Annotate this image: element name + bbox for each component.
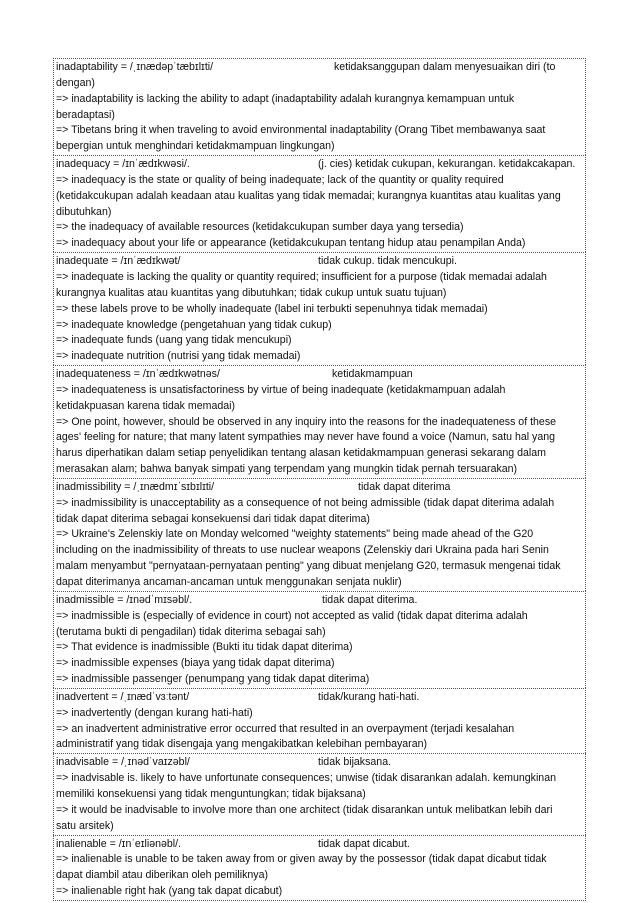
dictionary-entry [53,155,586,252]
entry-gloss: tidak cukup. tidak mencukupi. [318,255,457,268]
entry-line: dibutuhkan) [56,205,112,218]
dictionary-entry [53,835,586,901]
entry-line: => That evidence is inadmissible (Bukti itu tidak dapat diterima) [56,641,353,654]
entry-line: => the inadequacy of available resources (ketidakcukupan sumber daya yang tersedia) [56,221,464,234]
entry-line: satu arsitek) [56,819,114,832]
dictionary-entry [53,753,586,834]
dictionary-page [53,58,586,901]
entry-line: => inalienable right hak (yang tak dapat dicabut) [56,885,283,898]
entry-term: inadmissible = /ɪnədˈmɪsəbl/. [56,593,193,606]
dictionary-entry [53,688,586,753]
entry-line: => One point, however, should be observed in any inquiry into the reasons for the inadequateness of these [56,415,557,428]
entry-line: malam menyambut "pernyataan-pernyataan penting" yang dibuat menjelang G20, termasuk mengenai tidak [56,560,561,573]
entry-line: beradaptasi) [56,108,115,121]
dictionary-entry [53,252,586,365]
entry-line: => Ukraine's Zelenskiy late on Monday welcomed "weighty statements" being made ahead of the G20 [56,528,534,541]
entry-term: inalienable = /ɪnˈeɪliənəbl/. [56,837,182,850]
entry-line: dapat diterimanya ancaman-ancaman untuk menggunakan senjata nuklir) [56,576,402,588]
entry-headline [56,837,583,853]
entry-line: bepergian untuk menghindari ketidakmampuan lingkungan) [56,140,335,153]
entry-headline [56,593,583,609]
entry-line: => inadequate is lacking the quality or quantity required; insufficient for a purpose (tidak memadai adalah [56,270,547,283]
entry-term: inadvisable = /ˌɪnədˈvaɪzəbl/ [56,756,190,769]
entry-line: kurangnya kualitas atau kuantitas yang dibutuhkan; tidak cukup untuk suatu tujuan) [56,286,447,299]
entry-gloss: tidak dapat diterima [358,480,451,493]
entry-term: inadvertent = /ˌɪnædˈvɜːtənt/ [56,690,190,703]
entry-line: => inadmissible expenses (biaya yang tidak dapat diterima) [56,657,335,670]
entry-headline [56,60,583,76]
entry-line: dengan) [56,76,95,89]
entry-headline [56,690,583,706]
entry-term: inadequate = /ɪnˈædɪkwət/ [56,255,181,268]
entry-line: (terutama bukti di pengadilan) tidak diterima sebagai sah) [56,625,326,638]
entry-line: => Tibetans bring it when traveling to avoid environmental inadaptability (Orang Tibet membawanya saat [56,124,546,137]
entry-line: => it would be inadvisable to involve more than one architect (tidak disarankan untuk melibatkan lebih dari [56,803,553,816]
entry-headline [56,157,583,173]
entry-gloss: tidak bijaksana. [318,756,392,769]
entry-line: including on the inadmissibility of threats to use nuclear weapons (Zelenskiy dari Ukraina pada hari Senin [56,544,549,557]
entry-line: => inadequate funds (uang yang tidak mencukupi) [56,334,292,347]
entry-term: inadaptability = /ˌɪnædəpˈtæbɪlɪti/ [56,61,214,73]
entry-term: inadmissibility = /ˌɪnædmɪˈsɪbɪlɪti/ [56,480,215,493]
entry-gloss: ketidaksanggupan dalam menyesuaikan diri (to [334,61,556,73]
entry-line: => inadvertently (dengan kurang hati-hati) [56,706,253,719]
entry-line: => inadequate knowledge (pengetahuan yang tidak cukup) [56,318,332,331]
entry-line: memiliki konsekuensi yang tidak menguntungkan; tidak bijaksana) [56,787,366,800]
entry-gloss: (j. cies) ketidak cukupan, kekurangan. ketidakcakapan. [318,158,576,171]
entry-line: dapat diambil atau diberikan oleh pemiliknya) [56,869,268,882]
entry-line: (ketidakcukupan adalah keadaan atau kualitas yang tidak memadai; kurangnya kuantitas atau kualitas yang [56,189,561,202]
entry-line: => inadmissibility is unacceptability as a consequence of not being admissible (tidak dapat diterima adalah [56,496,555,509]
dictionary-entry [53,58,586,155]
entry-headline [56,254,583,270]
entry-line: => these labels prove to be wholly inadequate (label ini terbukti sepenuhnya tidak memadai) [56,302,488,315]
entry-line: tidak dapat diterima sebagai konsekuensi dari tidak dapat diterima) [56,512,370,525]
entry-line: administratif yang tidak disengaja yang mengakibatkan kelebihan pembayaran) [56,738,428,751]
entry-line: => inadmissible is (especially of evidence in court) not accepted as valid (tidak dapat diterima adalah [56,609,528,622]
entry-gloss: ketidakmampuan [332,368,413,381]
entry-gloss: tidak dapat dicabut. [318,837,410,850]
entry-line: merasakan alam; bahwa banyak simpati yang terpendam yang mungkin tidak pernah tersuarakan) [56,463,518,476]
entry-line: => inadvisable is. likely to have unfortunate consequences; unwise (tidak disarankan adalah. kemungkinan [56,772,556,785]
entry-headline [56,480,583,496]
dictionary-entry [53,478,586,591]
entry-headline [56,367,583,383]
dictionary-entry [53,365,586,478]
entry-term: inadequacy = /ɪnˈædɪkwəsi/. [56,158,190,171]
entry-line: => inadequacy about your life or appearance (ketidakcukupan tentang hidup atau penampilan Anda) [56,237,526,250]
entry-line: harus diperhatikan dalam setiap penyelidikan tentang alasan ketidakmampuan generasi sekarang dalam [56,447,546,460]
entry-line: => inadmissible passenger (penumpang yang tidak dapat diterima) [56,673,370,686]
entry-line: ages' feeling for nature; that many latent sympathies may never have found a voice (Namun, satu hal yang [56,431,556,444]
dictionary-entry [53,591,586,688]
entry-line: => inadaptability is lacking the ability to adapt (inadaptability adalah kurangnya kemampuan untuk [56,92,515,105]
entry-gloss: tidak dapat diterima. [322,593,418,606]
entry-line: => inadequacy is the state or quality of being inadequate; lack of the quantity or quality required [56,173,504,186]
entry-headline [56,755,583,771]
entry-line: ketidakpuasan karena tidak memadai) [56,399,236,412]
entry-term: inadequateness = /ɪnˈædɪkwətnəs/ [56,368,220,381]
entry-line: => inadequateness is unsatisfactoriness by virtue of being inadequate (ketidakmampuan adalah [56,383,506,396]
entry-line: => inadequate nutrition (nutrisi yang tidak memadai) [56,350,301,363]
entry-line: => inalienable is unable to be taken away from or given away by the possessor (tidak dapat dicabut tidak [56,853,547,866]
entry-line: => an inadvertent administrative error occurred that resulted in an overpayment (terjadi kesalahan [56,722,515,735]
entry-gloss: tidak/kurang hati-hati. [318,690,420,703]
